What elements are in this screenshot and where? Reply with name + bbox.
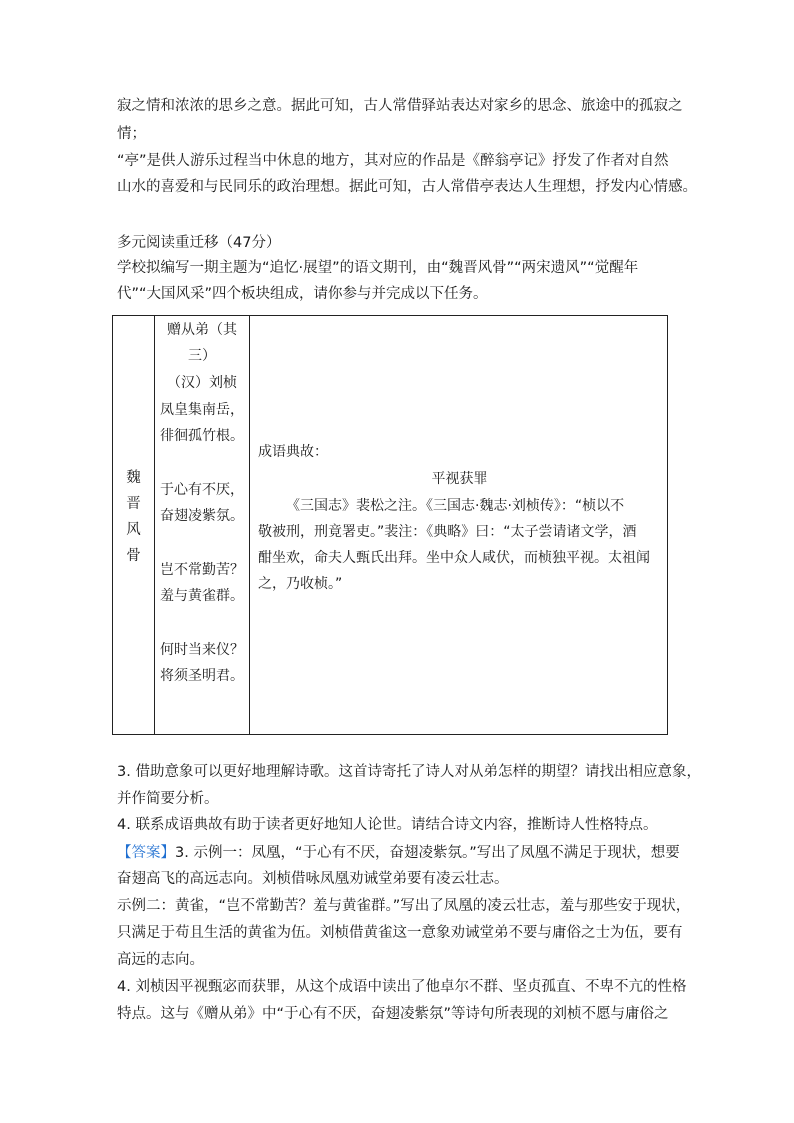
answer-line: 示例二：黄雀，“岂不常勤苦？羞与黄雀群。”写出了凤凰的凌云壮志，羞与那些安于现状， <box>117 898 691 914</box>
poem-line: 徘徊孤竹根。 <box>160 428 244 444</box>
answer-line <box>117 843 680 863</box>
poem-line: 凤皇集南岳， <box>160 402 244 418</box>
text-line: 寂之情和浓浓的思乡之意。据此可知，古人常借驿站表达对家乡的思念、旅途中的孤寂之 <box>117 98 683 114</box>
section-title: 多元阅读重迁移（47分） <box>117 235 281 251</box>
text-line: 情； <box>117 126 146 142</box>
story-line: 酣坐欢，命夫人甄氏出拜。坐中众人咸伏，而桢独平视。太祖闻 <box>258 550 650 566</box>
poem-line: 奋翅凌紫氛。 <box>160 508 244 524</box>
answer-line: 高远的志向。 <box>117 952 204 968</box>
question-4: 4. 联系成语典故有助于读者更好地知人论世。请结合诗文内容，推断诗人性格特点。 <box>117 817 658 833</box>
board-cell <box>113 316 155 735</box>
poem-table <box>112 315 668 735</box>
section-intro: 代”“大国风采”四个板块组成，请你参与并完成以下任务。 <box>117 286 488 302</box>
story-cell <box>250 316 668 735</box>
story-line: 敬被刑，刑竟署吏。”裴注：《典略》曰：“太子尝请诸文学，酒 <box>258 524 637 540</box>
question-3: 3. 借助意象可以更好地理解诗歌。这首诗寄托了诗人对从弟怎样的期望？请找出相应意象， <box>117 764 701 780</box>
story-title: 平视获罪 <box>431 471 488 487</box>
board-char: 晋 <box>126 496 141 512</box>
answer-line: 特点。这与《赠从弟》中“于心有不厌，奋翅凌紫氛”等诗句所表现的刘桢不愿与庸俗之 <box>117 1006 669 1022</box>
poem-line: 岂不常勤苦？ <box>160 562 244 578</box>
answer-line: 只满足于苟且生活的黄雀为伍。刘桢借黄雀这一意象劝诫堂弟不要与庸俗之士为伍，要有 <box>117 925 683 941</box>
board-char: 魏 <box>126 470 141 486</box>
answer-tag: 【答案】 <box>117 845 175 861</box>
board-char: 风 <box>126 522 141 538</box>
answer-line: 4. 刘桢因平视甄宓而获罪，从这个成语中读出了他卓尔不群、坚贞孤直、不卑不亢的性格 <box>117 979 687 995</box>
poem-title: 三） <box>188 348 216 364</box>
answer-text: 3. 示例一：凤凰，“于心有不厌，奋翅凌紫氛。”写出了凤凰不满足于现状，想要 <box>175 845 680 861</box>
section-intro: 学校拟编写一期主题为“追忆·展望”的语文期刊，由“魏晋风骨”“两宋遗风”“觉醒年 <box>117 260 639 276</box>
poem-title: 赠从弟（其 <box>167 322 237 338</box>
text-line: “亭”是供人游乐过程当中休息的地方，其对应的作品是《醉翁亭记》抒发了作者对自然 <box>117 153 669 169</box>
poem-line: 将须圣明君。 <box>160 668 244 684</box>
poem-author: （汉）刘桢 <box>167 375 237 391</box>
text-line: 山水的喜爱和与民同乐的政治理想。据此可知，古人常借亭表达人生理想，抒发内心情感。 <box>117 179 697 195</box>
poem-line: 羞与黄雀群。 <box>160 588 244 604</box>
answer-line: 奋翅高飞的高远志向。刘桢借咏凤凰劝诫堂弟要有凌云壮志。 <box>117 871 509 887</box>
story-line: 《三国志》裴松之注。《三国志·魏志·刘桢传》：“桢以不 <box>286 498 625 514</box>
board-char: 骨 <box>126 548 141 564</box>
poem-line: 于心有不厌， <box>160 482 244 498</box>
question-3: 并作简要分析。 <box>117 791 219 807</box>
story-line: 之，乃收桢。” <box>258 576 343 592</box>
story-label: 成语典故： <box>258 444 328 460</box>
poem-cell <box>155 316 250 735</box>
poem-line: 何时当来仪？ <box>160 642 244 658</box>
